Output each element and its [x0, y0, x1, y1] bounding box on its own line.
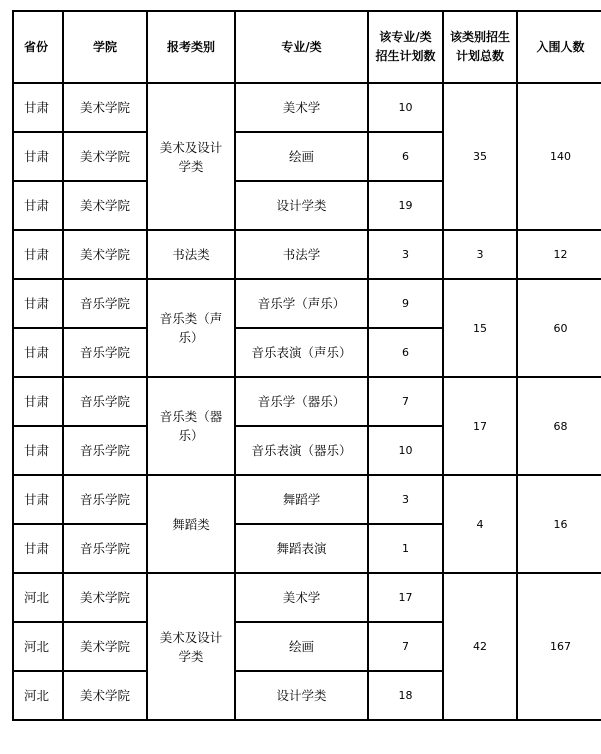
cell-major: 美术学: [235, 83, 368, 132]
cell-category-total: 4: [443, 475, 517, 573]
header-province: 省份: [13, 11, 63, 83]
cell-province: 河北: [13, 622, 63, 671]
cell-category: 美术及设计学类: [147, 83, 235, 230]
header-major-plan-line2: 招生计划数: [375, 49, 436, 63]
cell-major: 书法学: [235, 230, 368, 279]
cell-admitted: 12: [517, 230, 601, 279]
cell-college: 音乐学院: [63, 475, 147, 524]
cell-admitted: 60: [517, 279, 601, 377]
table-row: [13, 83, 601, 132]
cell-plan: 6: [368, 132, 443, 181]
cell-major: 美术学: [235, 573, 368, 622]
cell-college: 美术学院: [63, 622, 147, 671]
table-row: [13, 279, 601, 328]
cell-plan: 18: [368, 671, 443, 720]
table-row: [13, 573, 601, 622]
cell-province: 河北: [13, 671, 63, 720]
cell-plan: 7: [368, 377, 443, 426]
cell-major: 设计学类: [235, 671, 368, 720]
cell-college: 美术学院: [63, 671, 147, 720]
cell-plan: 9: [368, 279, 443, 328]
cell-province: 甘肃: [13, 181, 63, 230]
cell-province: 河北: [13, 573, 63, 622]
cell-category: 书法类: [147, 230, 235, 279]
cell-province: 甘肃: [13, 475, 63, 524]
cell-major: 绘画: [235, 132, 368, 181]
cell-category: 美术及设计学类: [147, 573, 235, 720]
cell-category: 音乐类（声乐）: [147, 279, 235, 377]
header-category: 报考类别: [147, 11, 235, 83]
cell-province: 甘肃: [13, 328, 63, 377]
cell-major: 舞蹈学: [235, 475, 368, 524]
cell-province: 甘肃: [13, 132, 63, 181]
cell-category-total: 15: [443, 279, 517, 377]
table-row: [13, 230, 601, 279]
cell-admitted: 140: [517, 83, 601, 230]
cell-college: 音乐学院: [63, 279, 147, 328]
header-college: 学院: [63, 11, 147, 83]
header-category-total: [443, 11, 517, 83]
table-row: [13, 377, 601, 426]
cell-category: 舞蹈类: [147, 475, 235, 573]
header-major-plan: [368, 11, 443, 83]
cell-admitted: 16: [517, 475, 601, 573]
cell-plan: 19: [368, 181, 443, 230]
cell-plan: 6: [368, 328, 443, 377]
cell-major: 音乐学（声乐）: [235, 279, 368, 328]
cell-province: 甘肃: [13, 230, 63, 279]
cell-category-total: 3: [443, 230, 517, 279]
cell-province: 甘肃: [13, 83, 63, 132]
header-category-total-line1: 该类别招生: [450, 30, 511, 44]
cell-plan: 10: [368, 426, 443, 475]
cell-college: 音乐学院: [63, 524, 147, 573]
cell-plan: 17: [368, 573, 443, 622]
cell-major: 音乐表演（器乐）: [235, 426, 368, 475]
cell-plan: 1: [368, 524, 443, 573]
cell-college: 美术学院: [63, 573, 147, 622]
cell-province: 甘肃: [13, 524, 63, 573]
cell-college: 美术学院: [63, 230, 147, 279]
cell-province: 甘肃: [13, 377, 63, 426]
cell-plan: 3: [368, 230, 443, 279]
cell-plan: 7: [368, 622, 443, 671]
table-body: [13, 83, 601, 720]
header-category-total-line2: 计划总数: [455, 49, 504, 63]
table-header: [13, 11, 601, 83]
cell-college: 美术学院: [63, 132, 147, 181]
header-admitted: 入围人数: [517, 11, 601, 83]
cell-category-total: 35: [443, 83, 517, 230]
cell-admitted: 167: [517, 573, 601, 720]
cell-major: 音乐表演（声乐）: [235, 328, 368, 377]
cell-major: 音乐学（器乐）: [235, 377, 368, 426]
cell-province: 甘肃: [13, 426, 63, 475]
header-major-plan-line1: 该专业/类: [379, 30, 432, 44]
cell-plan: 10: [368, 83, 443, 132]
cell-college: 美术学院: [63, 181, 147, 230]
header-row: [13, 11, 601, 83]
cell-plan: 3: [368, 475, 443, 524]
cell-major: 舞蹈表演: [235, 524, 368, 573]
header-major: 专业/类: [235, 11, 368, 83]
cell-category-total: 17: [443, 377, 517, 475]
cell-province: 甘肃: [13, 279, 63, 328]
admission-table: [12, 10, 601, 721]
cell-category: 音乐类（器乐）: [147, 377, 235, 475]
cell-admitted: 68: [517, 377, 601, 475]
cell-college: 美术学院: [63, 83, 147, 132]
cell-college: 音乐学院: [63, 426, 147, 475]
cell-college: 音乐学院: [63, 328, 147, 377]
cell-college: 音乐学院: [63, 377, 147, 426]
cell-category-total: 42: [443, 573, 517, 720]
cell-major: 设计学类: [235, 181, 368, 230]
table-row: [13, 475, 601, 524]
cell-major: 绘画: [235, 622, 368, 671]
